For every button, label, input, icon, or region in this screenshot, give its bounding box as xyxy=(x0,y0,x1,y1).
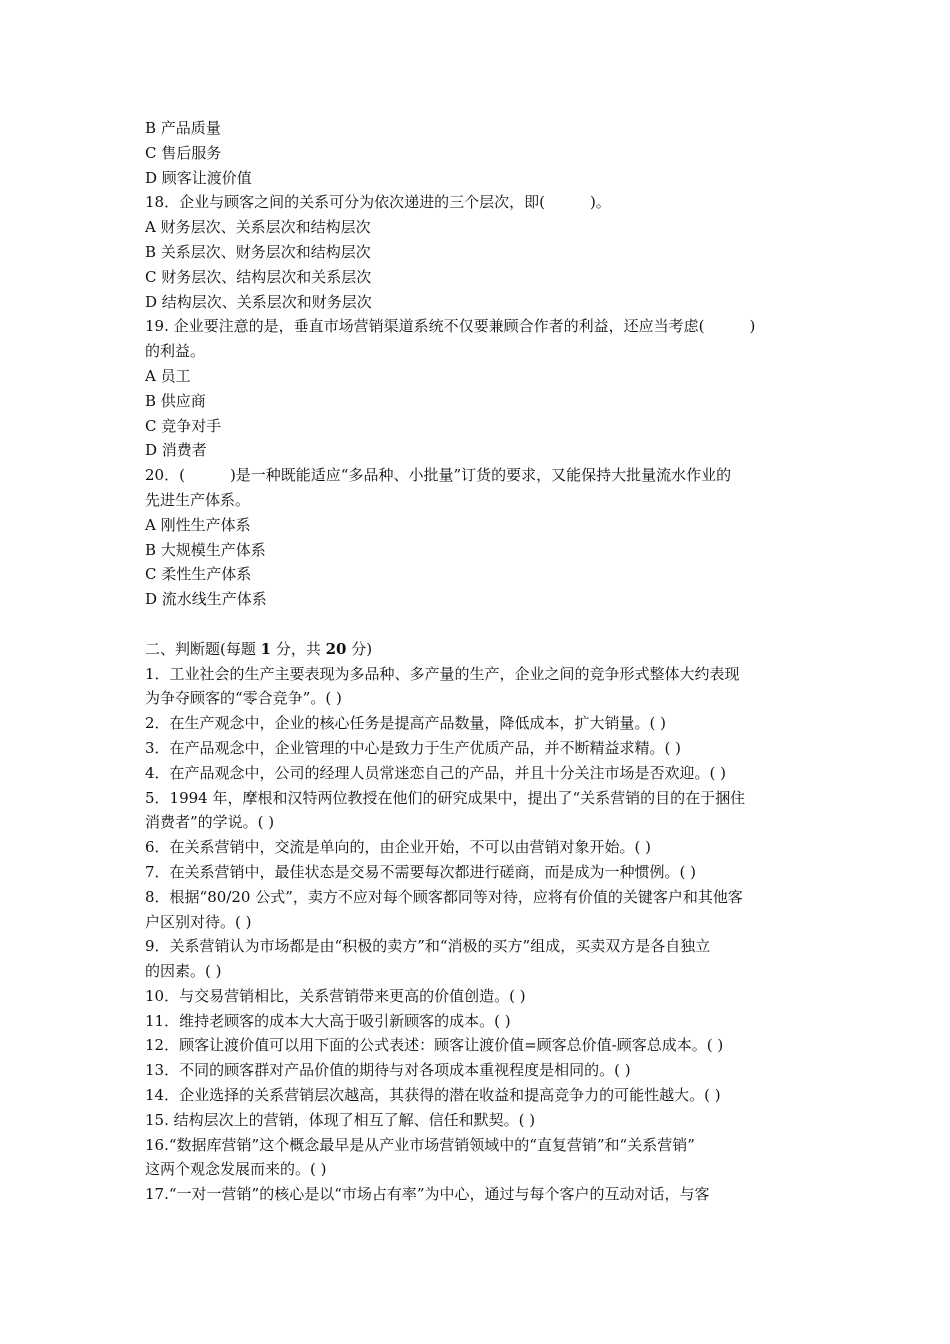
tf-question-8-line1: 8．根据“80/20 公式”，卖方不应对每个顾客都同等对待，应将有价值的关键客户和其他客 xyxy=(145,887,743,906)
tf-question-2: 2．在生产观念中，企业的核心任务是提高产品数量，降低成本，扩大销量。( ) xyxy=(145,714,667,733)
tf-question-8-line2: 户区别对待。( ) xyxy=(145,912,252,931)
tf-question-5-line2: 消费者”的学说。( ) xyxy=(145,813,275,832)
tf-question-9-line2: 的因素。( ) xyxy=(145,962,222,981)
question-19-option-b: B 供应商 xyxy=(145,391,206,410)
question-18-option-b: B 关系层次、财务层次和结构层次 xyxy=(145,242,371,261)
question-20-option-a: A 刚性生产体系 xyxy=(145,515,251,534)
section-2-total-score: 20 xyxy=(325,639,347,658)
question-19-option-d: D 消费者 xyxy=(145,441,207,460)
section-2-per-question-score: 1 xyxy=(260,639,272,658)
tf-question-1-line2: 为争夺顾客的“零合竞争”。( ) xyxy=(145,689,342,708)
question-18-option-d: D 结构层次、关系层次和财务层次 xyxy=(145,292,372,311)
question-20-option-c: C 柔性生产体系 xyxy=(145,565,252,584)
tf-question-7: 7．在关系营销中，最佳状态是交易不需要每次都进行磋商，而是成为一种惯例。( ) xyxy=(145,862,697,881)
question-19-stem-line2: 的利益。 xyxy=(145,342,206,361)
tf-question-14: 14．企业选择的关系营销层次越高，其获得的潜在收益和提高竞争力的可能性越大。( ) xyxy=(145,1086,721,1105)
section-2-title-post: 分) xyxy=(346,639,373,658)
true-false-list xyxy=(145,662,810,1208)
section-spacer xyxy=(145,612,810,637)
question-18-option-c: C 财务层次、结构层次和关系层次 xyxy=(145,267,372,286)
option-d: D 顾客让渡价值 xyxy=(145,168,252,187)
tf-question-12: 12．顾客让渡价值可以用下面的公式表述：顾客让渡价值=顾客总价值-顾客总成本。( ) xyxy=(145,1036,724,1055)
tf-question-5-line1: 5．1994 年，摩根和汉特两位教授在他们的研究成果中，提出了“关系营销的目的在于捆住 xyxy=(145,788,746,807)
question-20-option-d: D 流水线生产体系 xyxy=(145,590,267,609)
tf-question-6: 6．在关系营销中，交流是单向的，由企业开始，不可以由营销对象开始。( ) xyxy=(145,838,652,857)
question-18-option-a: A 财务层次、关系层次和结构层次 xyxy=(145,218,371,237)
tf-question-10: 10．与交易营销相比，关系营销带来更高的价值创造。( ) xyxy=(145,986,526,1005)
question-20-stem-line1: 20．( )是一种既能适应“多品种、小批量”订货的要求，又能保持大批量流水作业的 xyxy=(145,466,732,485)
section-2-title xyxy=(145,637,810,662)
question-19-stem-line1: 19. 企业要注意的是，垂直市场营销渠道系统不仅要兼顾合作者的利益，还应当考虑( ) xyxy=(145,317,756,336)
option-c: C 售后服务 xyxy=(145,143,222,162)
tf-question-16-line1: 16.“数据库营销”这个概念最早是从产业市场营销领域中的“直复营销”和“关系营销” xyxy=(145,1135,695,1154)
tf-question-1-line1: 1．工业社会的生产主要表现为多品种、多产量的生产，企业之间的竞争形式整体大约表现 xyxy=(145,664,740,683)
tf-question-15: 15. 结构层次上的营销，体现了相互了解、信任和默契。( ) xyxy=(145,1110,536,1129)
tf-question-3: 3．在产品观念中，企业管理的中心是致力于生产优质产品，并不断精益求精。( ) xyxy=(145,738,682,757)
tf-question-17-line1: 17.“一对一营销”的核心是以“市场占有率”为中心，通过与每个客户的互动对话，与客 xyxy=(145,1185,710,1204)
tf-question-4: 4．在产品观念中，公司的经理人员常迷恋自己的产品，并且十分关注市场是否欢迎。( ) xyxy=(145,763,727,782)
tf-question-16-line2: 这两个观念发展而来的。( ) xyxy=(145,1160,327,1179)
document-page xyxy=(145,116,810,1207)
question-19-option-c: C 竞争对手 xyxy=(145,416,222,435)
question-20-option-b: B 大规模生产体系 xyxy=(145,540,266,559)
option-b: B 产品质量 xyxy=(145,119,221,137)
question-18-stem: 18．企业与顾客之间的关系可分为依次递进的三个层次，即( )。 xyxy=(145,193,611,212)
tf-question-9-line1: 9．关系营销认为市场都是由“积极的卖方”和“消极的买方”组成，买卖双方是各自独立 xyxy=(145,937,711,956)
question-19-option-a: A 员工 xyxy=(145,366,191,385)
tf-question-13: 13．不同的顾客群对产品价值的期待与对各项成本重视程度是相同的。( ) xyxy=(145,1061,631,1080)
section-2-title-mid: 分，共 xyxy=(271,639,326,658)
question-20-stem-line2: 先进生产体系。 xyxy=(145,490,251,509)
section-2-title-pre: 二、判断题(每题 xyxy=(145,639,261,658)
tf-question-11: 11．维持老顾客的成本大大高于吸引新顾客的成本。( ) xyxy=(145,1011,511,1030)
